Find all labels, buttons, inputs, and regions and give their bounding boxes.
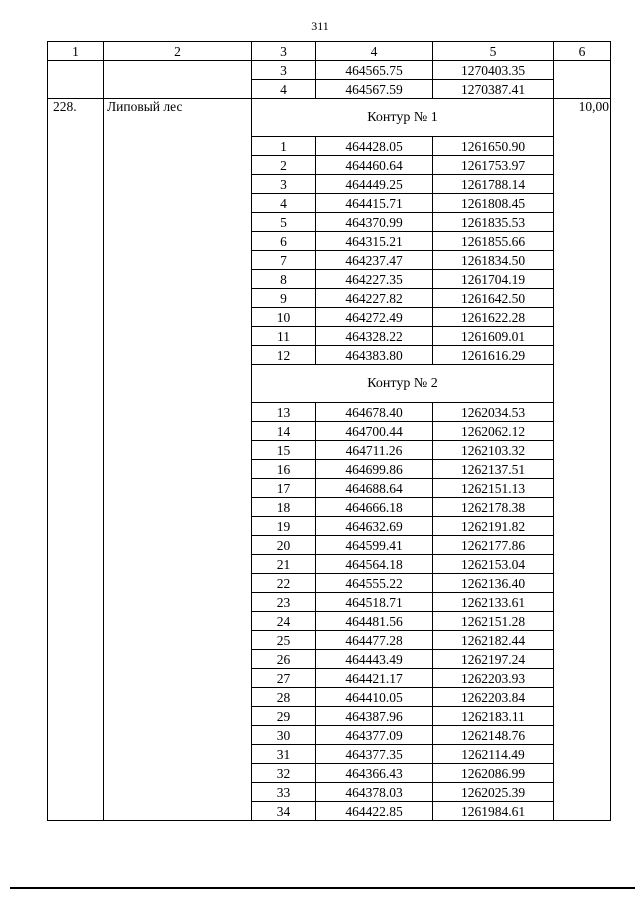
point-number: 9 bbox=[252, 289, 316, 308]
point-number: 33 bbox=[252, 783, 316, 802]
point-number: 29 bbox=[252, 707, 316, 726]
coord-y: 1262062.12 bbox=[433, 422, 554, 441]
bottom-rule bbox=[10, 887, 635, 889]
point-number: 3 bbox=[252, 61, 316, 80]
coordinates-table bbox=[47, 41, 611, 821]
coord-y: 1262086.99 bbox=[433, 764, 554, 783]
coord-y: 1262103.32 bbox=[433, 441, 554, 460]
point-number: 15 bbox=[252, 441, 316, 460]
coord-y: 1262137.51 bbox=[433, 460, 554, 479]
coord-x: 464460.64 bbox=[316, 156, 433, 175]
coord-y: 1261808.45 bbox=[433, 194, 554, 213]
header-row bbox=[48, 42, 611, 61]
coord-y: 1261984.61 bbox=[433, 802, 554, 821]
coord-x: 464700.44 bbox=[316, 422, 433, 441]
point-number: 4 bbox=[252, 80, 316, 99]
column-header: 2 bbox=[104, 42, 252, 61]
contour-header-row bbox=[48, 99, 611, 137]
point-number: 14 bbox=[252, 422, 316, 441]
point-number: 24 bbox=[252, 612, 316, 631]
coord-x: 464555.22 bbox=[316, 574, 433, 593]
coord-y: 1262136.40 bbox=[433, 574, 554, 593]
coord-y: 1261834.50 bbox=[433, 251, 554, 270]
column-header: 4 bbox=[316, 42, 433, 61]
table-body bbox=[48, 42, 611, 821]
point-number: 10 bbox=[252, 308, 316, 327]
coord-x: 464678.40 bbox=[316, 403, 433, 422]
coord-x: 464632.69 bbox=[316, 517, 433, 536]
coord-x: 464711.26 bbox=[316, 441, 433, 460]
coord-y: 1261622.28 bbox=[433, 308, 554, 327]
coord-x: 464378.03 bbox=[316, 783, 433, 802]
point-number: 16 bbox=[252, 460, 316, 479]
point-number: 5 bbox=[252, 213, 316, 232]
coord-x: 464477.28 bbox=[316, 631, 433, 650]
coord-x: 464272.49 bbox=[316, 308, 433, 327]
point-number: 32 bbox=[252, 764, 316, 783]
coord-x: 464377.35 bbox=[316, 745, 433, 764]
point-number: 12 bbox=[252, 346, 316, 365]
table-row bbox=[48, 61, 611, 80]
coord-x: 464564.18 bbox=[316, 555, 433, 574]
coord-y: 1262182.44 bbox=[433, 631, 554, 650]
column-header: 1 bbox=[48, 42, 104, 61]
point-number: 21 bbox=[252, 555, 316, 574]
point-number: 11 bbox=[252, 327, 316, 346]
coord-x: 464443.49 bbox=[316, 650, 433, 669]
coord-x: 464227.82 bbox=[316, 289, 433, 308]
coord-x: 464315.21 bbox=[316, 232, 433, 251]
coord-y: 1261855.66 bbox=[433, 232, 554, 251]
coord-y: 1262183.11 bbox=[433, 707, 554, 726]
coord-y: 1262178.38 bbox=[433, 498, 554, 517]
coord-y: 1262197.24 bbox=[433, 650, 554, 669]
coord-x: 464383.80 bbox=[316, 346, 433, 365]
coord-y: 1262025.39 bbox=[433, 783, 554, 802]
coord-y: 1262114.49 bbox=[433, 745, 554, 764]
coord-y: 1261609.01 bbox=[433, 327, 554, 346]
coord-x: 464387.96 bbox=[316, 707, 433, 726]
point-number: 1 bbox=[252, 137, 316, 156]
point-number: 6 bbox=[252, 232, 316, 251]
point-number: 13 bbox=[252, 403, 316, 422]
coord-x: 464565.75 bbox=[316, 61, 433, 80]
point-number: 28 bbox=[252, 688, 316, 707]
coord-x: 464422.85 bbox=[316, 802, 433, 821]
point-number: 23 bbox=[252, 593, 316, 612]
entry-name: Липовый лес bbox=[104, 99, 252, 821]
coord-y: 1262148.76 bbox=[433, 726, 554, 745]
coord-x: 464567.59 bbox=[316, 80, 433, 99]
coord-x: 464421.17 bbox=[316, 669, 433, 688]
entry-area: 10,00 bbox=[554, 99, 611, 821]
prev-entry-area bbox=[554, 61, 611, 99]
coord-x: 464328.22 bbox=[316, 327, 433, 346]
point-number: 7 bbox=[252, 251, 316, 270]
contour-title: Контур № 1 bbox=[252, 99, 554, 137]
page-number: 311 bbox=[311, 19, 329, 33]
coord-y: 1261835.53 bbox=[433, 213, 554, 232]
coord-x: 464481.56 bbox=[316, 612, 433, 631]
point-number: 8 bbox=[252, 270, 316, 289]
point-number: 3 bbox=[252, 175, 316, 194]
coord-x: 464518.71 bbox=[316, 593, 433, 612]
coord-y: 1262203.93 bbox=[433, 669, 554, 688]
coord-y: 1262153.04 bbox=[433, 555, 554, 574]
point-number: 2 bbox=[252, 156, 316, 175]
coord-y: 1262133.61 bbox=[433, 593, 554, 612]
point-number: 20 bbox=[252, 536, 316, 555]
coord-x: 464237.47 bbox=[316, 251, 433, 270]
contour-title: Контур № 2 bbox=[252, 365, 554, 403]
coord-x: 464415.71 bbox=[316, 194, 433, 213]
coord-y: 1262151.13 bbox=[433, 479, 554, 498]
point-number: 31 bbox=[252, 745, 316, 764]
coord-y: 1262177.86 bbox=[433, 536, 554, 555]
prev-entry-name bbox=[104, 61, 252, 99]
coord-y: 1261650.90 bbox=[433, 137, 554, 156]
coord-y: 1270403.35 bbox=[433, 61, 554, 80]
coord-x: 464428.05 bbox=[316, 137, 433, 156]
coord-y: 1261704.19 bbox=[433, 270, 554, 289]
coord-x: 464377.09 bbox=[316, 726, 433, 745]
coord-x: 464410.05 bbox=[316, 688, 433, 707]
point-number: 25 bbox=[252, 631, 316, 650]
coord-y: 1261753.97 bbox=[433, 156, 554, 175]
coord-x: 464227.35 bbox=[316, 270, 433, 289]
point-number: 34 bbox=[252, 802, 316, 821]
coord-y: 1261642.50 bbox=[433, 289, 554, 308]
entry-number: 228. bbox=[48, 99, 104, 821]
point-number: 30 bbox=[252, 726, 316, 745]
point-number: 17 bbox=[252, 479, 316, 498]
column-header: 6 bbox=[554, 42, 611, 61]
coord-x: 464599.41 bbox=[316, 536, 433, 555]
point-number: 18 bbox=[252, 498, 316, 517]
point-number: 19 bbox=[252, 517, 316, 536]
coord-y: 1262151.28 bbox=[433, 612, 554, 631]
point-number: 27 bbox=[252, 669, 316, 688]
point-number: 26 bbox=[252, 650, 316, 669]
coord-y: 1262034.53 bbox=[433, 403, 554, 422]
column-header: 5 bbox=[433, 42, 554, 61]
point-number: 4 bbox=[252, 194, 316, 213]
coord-x: 464688.64 bbox=[316, 479, 433, 498]
coord-y: 1262203.84 bbox=[433, 688, 554, 707]
coord-x: 464370.99 bbox=[316, 213, 433, 232]
coord-y: 1270387.41 bbox=[433, 80, 554, 99]
column-header: 3 bbox=[252, 42, 316, 61]
coord-x: 464699.86 bbox=[316, 460, 433, 479]
coord-x: 464366.43 bbox=[316, 764, 433, 783]
coord-x: 464449.25 bbox=[316, 175, 433, 194]
prev-entry-number bbox=[48, 61, 104, 99]
coord-y: 1261616.29 bbox=[433, 346, 554, 365]
coord-y: 1261788.14 bbox=[433, 175, 554, 194]
coord-y: 1262191.82 bbox=[433, 517, 554, 536]
point-number: 22 bbox=[252, 574, 316, 593]
coord-x: 464666.18 bbox=[316, 498, 433, 517]
